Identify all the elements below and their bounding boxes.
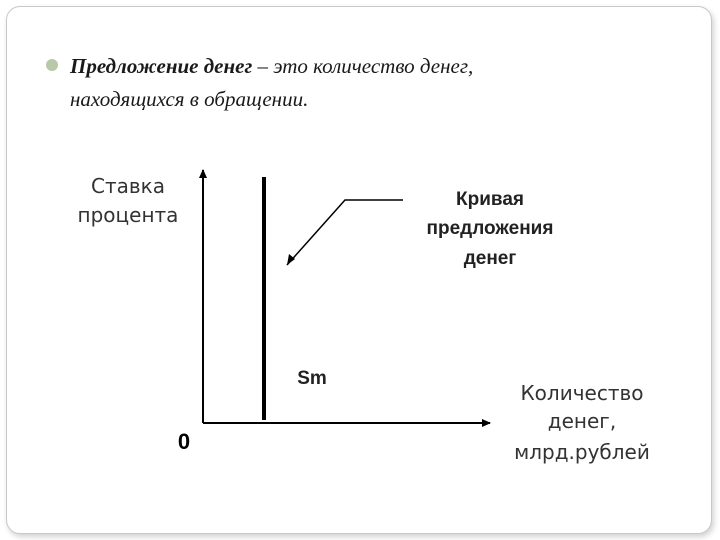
x-axis-label-line2: денег, (547, 409, 617, 433)
origin-label: 0 (177, 429, 191, 454)
y-axis-label-line2: процента (77, 203, 179, 227)
callout-leader-line (287, 200, 403, 265)
callout-label-line1: Кривая (456, 189, 524, 210)
definition-dash: – (252, 54, 274, 78)
callout-arrow-icon (287, 254, 295, 265)
definition-term: Предложение денег (70, 54, 253, 78)
curve-label-sm: Sm (297, 368, 327, 389)
callout-label-line3: денег (463, 248, 517, 269)
x-axis-label-line3: млрд.рублей (514, 440, 650, 464)
y-axis-label-line1: Ставка (91, 174, 165, 198)
x-axis-label-line1: Количество (520, 381, 644, 405)
callout-label-line2: предложения (426, 218, 554, 239)
definition-line2: находящихся в обращении. (70, 87, 309, 111)
definition-line1: это количество денег, (273, 54, 474, 78)
